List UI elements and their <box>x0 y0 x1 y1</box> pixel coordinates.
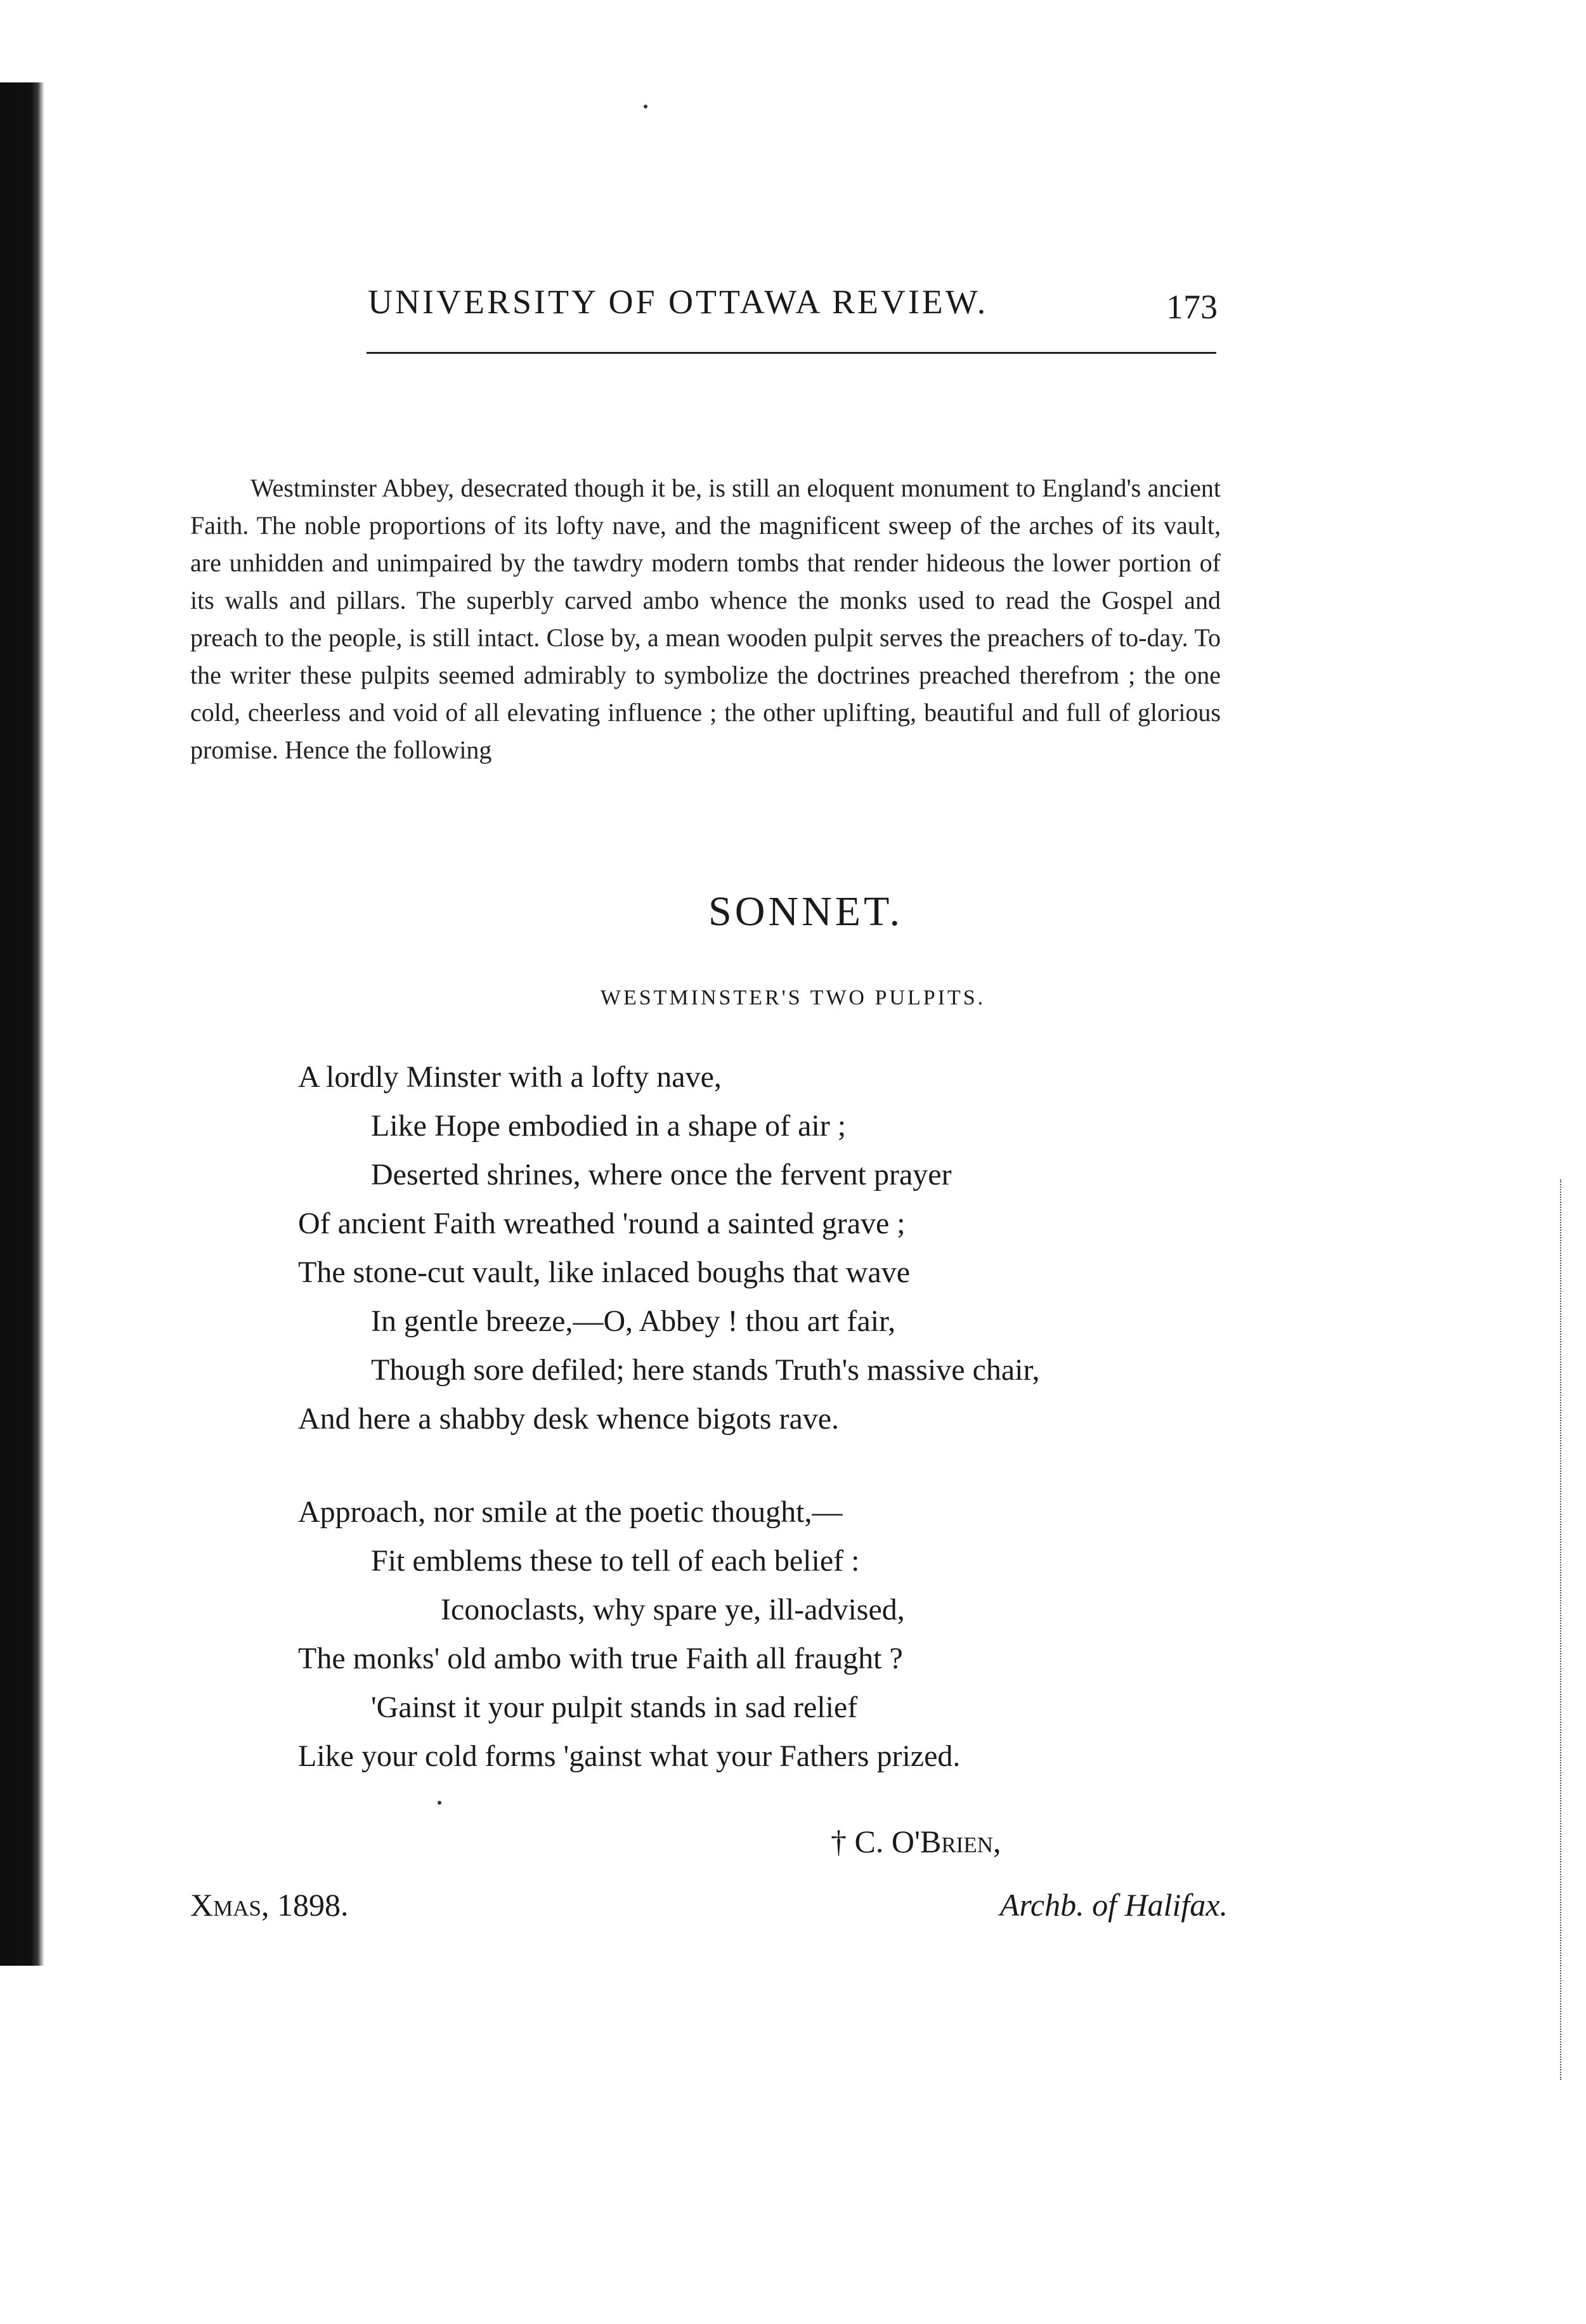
poem-line: The stone-cut vault, like inlaced boughs that wave <box>298 1256 911 1289</box>
poem-line: Deserted shrines, where once the fervent prayer <box>371 1158 952 1191</box>
date-line: Xmas, 1898. <box>190 1887 349 1923</box>
print-speck <box>644 105 647 108</box>
poem-line: Fit emblems these to tell of each belief : <box>371 1544 860 1578</box>
author-title: Archb. of Halifax. <box>999 1887 1228 1923</box>
journal-title: UNIVERSITY OF OTTAWA REVIEW. <box>368 283 989 321</box>
poem-line: The monks' old ambo with true Faith all fraught ? <box>298 1642 903 1675</box>
sonnet-subtitle: WESTMINSTER'S TWO PULPITS. <box>600 986 986 1009</box>
intro-paragraph: Westminster Abbey, desecrated though it be, is still an eloquent monument to England's ancient Faith. The noble proportions of its lofty nave, and the magnificent sweep of the arches of its vault, are unhidden and unimpaired by the tawdry modern tombs that render hideous the lower portion of its walls and pillars. The superbly carved ambo whence the monks used to read the Gospel and preach to the people, is still intact. Close by, a mean wooden pulpit serves the preachers of to-day. To the writer these pulpits seemed admirably to symbolize the doctrines preached therefrom ; the one cold, cheerless and void of all elevating influence ; the other uplifting, beautiful and full of glorious promise. Hence the following <box>190 474 1221 764</box>
stanza-sestet <box>298 1488 1249 1781</box>
sonnet-title: SONNET. <box>708 888 903 935</box>
poem-line: In gentle breeze,—O, Abbey ! thou art fair, <box>371 1304 896 1338</box>
poem <box>298 1053 1249 1825</box>
poem-line: Iconoclasts, why spare ye, ill-advised, <box>441 1593 905 1626</box>
header-rule <box>367 352 1216 354</box>
page-number: 173 <box>1166 288 1218 326</box>
poem-line: 'Gainst it your pulpit stands in sad relief <box>371 1691 858 1724</box>
poem-line: Though sore defiled; here stands Truth's massive chair, <box>371 1353 1040 1387</box>
running-header <box>368 282 1218 330</box>
poem-line: Approach, nor smile at the poetic thought,— <box>298 1495 843 1529</box>
page-edge-marks <box>1497 1179 1561 2080</box>
poem-line: A lordly Minster with a lofty nave, <box>298 1060 722 1094</box>
poem-line: Like your cold forms 'gainst what your Fathers prized. <box>298 1739 961 1773</box>
stanza-octave <box>298 1053 1249 1443</box>
binding-shadow <box>0 82 44 1966</box>
poem-line: Like Hope embodied in a shape of air ; <box>371 1109 847 1143</box>
poem-line: Of ancient Faith wreathed 'round a sainted grave ; <box>298 1207 906 1240</box>
author-signature: † C. O'Brien, <box>831 1824 1001 1859</box>
print-speck <box>438 1801 441 1805</box>
poem-line: And here a shabby desk whence bigots rave. <box>298 1402 840 1436</box>
